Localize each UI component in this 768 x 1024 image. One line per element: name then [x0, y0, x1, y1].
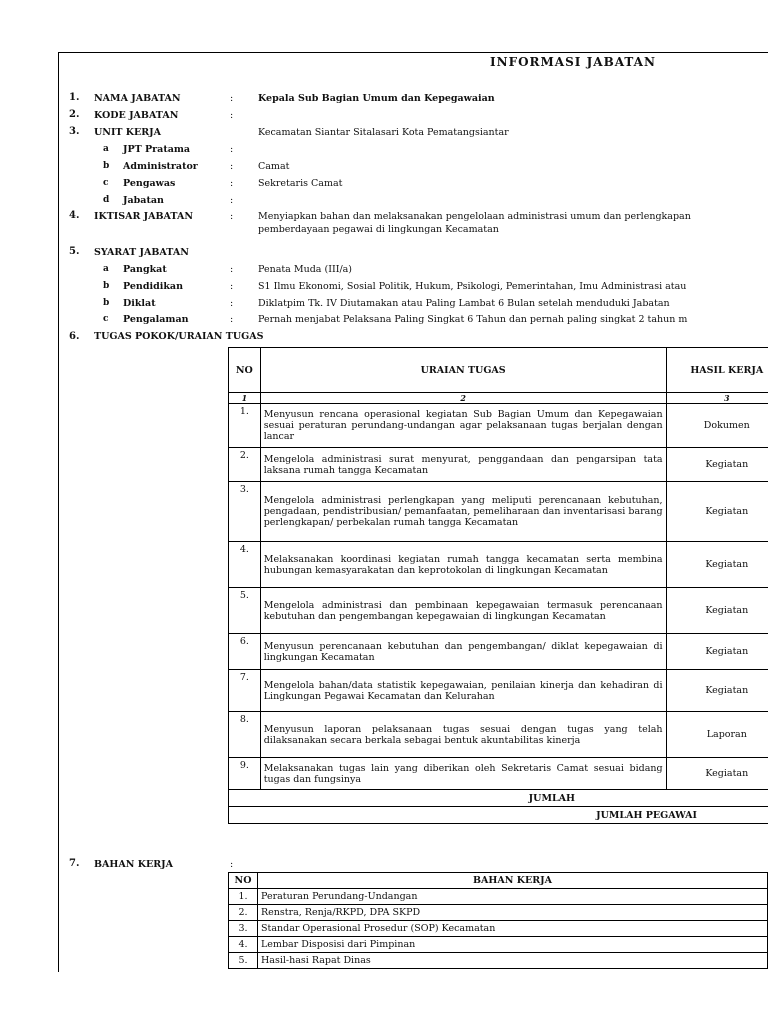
colon: :	[230, 161, 234, 172]
iktisar-jabatan-line1: Menyiapkan bahan dan melaksanakan pengelolaan administrasi umum dan perlengkapan	[258, 211, 691, 222]
row-bahan: Lembar Disposisi dari Pimpinan	[258, 937, 768, 953]
table-row	[229, 588, 768, 634]
frame-border-left	[58, 52, 59, 972]
table-row	[229, 758, 768, 790]
row-number: 2.	[229, 448, 261, 482]
colon: :	[230, 298, 234, 309]
pangkat-label: Pangkat	[123, 264, 167, 275]
colon: :	[230, 211, 234, 222]
tugas-pokok-label: TUGAS POKOK/URAIAN TUGAS	[94, 331, 264, 342]
diklat-value: Diklatpim Tk. IV Diutamakan atau Paling Lambat 6 Bulan setelah menduduki Jabatan	[258, 298, 670, 309]
row-number: 9.	[229, 758, 261, 790]
row-number: 5.	[229, 588, 261, 634]
pengalaman-value: Pernah menjabat Pelaksana Paling Singkat 6 Tahun dan pernah paling singkat 2 tahun m	[258, 314, 688, 325]
colon: :	[230, 281, 234, 292]
row-number: 3.	[229, 482, 261, 542]
row-hasil: Dokumen	[666, 404, 768, 448]
table-row	[229, 634, 768, 670]
field-number: 5.	[69, 246, 80, 257]
administrator-value: Camat	[258, 161, 290, 172]
colon: :	[230, 144, 234, 155]
row-hasil: Kegiatan	[666, 448, 768, 482]
field-number: 2.	[69, 109, 80, 120]
nama-jabatan-label: NAMA JABATAN	[94, 93, 181, 104]
row-number: 3.	[229, 921, 258, 937]
field-number: 6.	[69, 331, 80, 342]
unit-kerja-label: UNIT KERJA	[94, 127, 162, 138]
table-row	[229, 921, 768, 937]
table-row	[229, 905, 768, 921]
row-hasil: Kegiatan	[666, 670, 768, 712]
table-header-row	[229, 348, 768, 393]
colon: :	[230, 859, 234, 870]
frame-border-top	[58, 52, 768, 53]
header-hasil-kerja: HASIL KERJA	[666, 348, 768, 393]
row-uraian: Melaksanakan koordinasi kegiatan rumah tangga kecamatan serta membina hubungan kemasyarakatan dan keprotokolan di lingkungan Kecamatan	[260, 542, 666, 588]
row-number: 2.	[229, 905, 258, 921]
jabatan-label: Jabatan	[123, 195, 164, 206]
sub-letter: c	[103, 178, 109, 188]
table-row	[229, 889, 768, 905]
row-bahan: Renstra, Renja/RKPD, DPA SKPD	[258, 905, 768, 921]
iktisar-jabatan-line2: pemberdayaan pegawai di lingkungan Kecamatan	[258, 224, 499, 235]
pendidikan-value: S1 Ilmu Ekonomi, Sosial Politik, Hukum, Psikologi, Pemerintahan, Imu Administrasi atau	[258, 281, 687, 292]
table-row	[229, 953, 768, 969]
row-number: 6.	[229, 634, 261, 670]
row-uraian: Mengelola administrasi surat menyurat, penggandaan dan pengarsipan tata laksana rumah tangga Kecamatan	[260, 448, 666, 482]
row-number: 4.	[229, 937, 258, 953]
row-uraian: Menyusun rencana operasional kegiatan Sub Bagian Umum dan Kepegawaian sesuai peraturan perundang-undangan agar pelaksanaan tugas berjalan dengan lancar	[260, 404, 666, 448]
table-row	[229, 482, 768, 542]
colon: :	[230, 178, 234, 189]
row-number: 5.	[229, 953, 258, 969]
sub-letter: b	[103, 281, 110, 291]
index-cell: 1	[229, 393, 261, 404]
row-uraian: Menyusun perencanaan kebutuhan dan pengembangan/ diklat kepegawaian di lingkungan Kecamatan	[260, 634, 666, 670]
row-uraian: Mengelola administrasi perlengkapan yang meliputi perencanaan kebutuhan, pengadaan, pendistribusian/ pemanfaatan, pemeliharaan dan inventarisasi barang perlengkapan/ perbekalan rumah tangga Kecamatan	[260, 482, 666, 542]
pangkat-value: Penata Muda (III/a)	[258, 264, 353, 275]
pendidikan-label: Pendidikan	[123, 281, 183, 292]
row-hasil: Kegiatan	[666, 542, 768, 588]
row-hasil: Kegiatan	[666, 758, 768, 790]
row-uraian: Menyusun laporan pelaksanaan tugas sesuai dengan tugas yang telah dilaksanakan secara berkala sebagai bentuk akuntabilitas kinerja	[260, 712, 666, 758]
nama-jabatan-value: Kepala Sub Bagian Umum dan Kepegawaian	[258, 93, 495, 104]
table-row	[229, 404, 768, 448]
iktisar-jabatan-label: IKTISAR JABATAN	[94, 211, 193, 222]
sub-letter: a	[103, 264, 109, 274]
row-hasil: Laporan	[666, 712, 768, 758]
sub-letter: c	[103, 314, 109, 324]
row-uraian: Mengelola bahan/data statistik kepegawaian, penilaian kinerja dan kehadiran di Lingkungan Pegawai Kecamatan dan Kelurahan	[260, 670, 666, 712]
pengawas-value: Sekretaris Camat	[258, 178, 343, 189]
table-row	[229, 712, 768, 758]
kode-jabatan-label: KODE JABATAN	[94, 110, 179, 121]
diklat-label: Diklat	[123, 298, 156, 309]
colon: :	[230, 110, 234, 121]
row-hasil: Kegiatan	[666, 482, 768, 542]
document-title: INFORMASI JABATAN	[490, 55, 656, 69]
jumlah-pegawai-row	[229, 807, 768, 824]
row-bahan: Standar Operasional Prosedur (SOP) Kecamatan	[258, 921, 768, 937]
sub-letter: a	[103, 144, 109, 154]
field-number: 7.	[69, 858, 80, 869]
sub-letter: d	[103, 195, 110, 205]
colon: :	[230, 93, 234, 104]
tugas-table	[228, 347, 768, 824]
field-number: 4.	[69, 210, 80, 221]
table-header-row	[229, 873, 768, 889]
row-number: 1.	[229, 404, 261, 448]
colon: :	[230, 195, 234, 206]
table-row	[229, 448, 768, 482]
index-cell: 3	[666, 393, 768, 404]
row-bahan: Peraturan Perundang-Undangan	[258, 889, 768, 905]
jumlah-label: JUMLAH	[229, 790, 768, 807]
jumlah-row	[229, 790, 768, 807]
table-index-row	[229, 393, 768, 404]
table-row	[229, 937, 768, 953]
row-uraian: Mengelola administrasi dan pembinaan kepegawaian termasuk perencanaan kebutuhan dan pengembangan kepegawaian di lingkungan Kecamatan	[260, 588, 666, 634]
row-number: 1.	[229, 889, 258, 905]
header-no: NO	[229, 348, 261, 393]
jumlah-pegawai-label: JUMLAH PEGAWAI	[229, 807, 768, 824]
row-uraian: Melaksanakan tugas lain yang diberikan oleh Sekretaris Camat sesuai bidang tugas dan fungsinya	[260, 758, 666, 790]
header-uraian-tugas: URAIAN TUGAS	[260, 348, 666, 393]
index-cell: 2	[260, 393, 666, 404]
row-hasil: Kegiatan	[666, 634, 768, 670]
field-number: 1.	[69, 92, 80, 103]
header-no: NO	[229, 873, 258, 889]
sub-letter: b	[103, 161, 110, 171]
table-row	[229, 542, 768, 588]
row-hasil: Kegiatan	[666, 588, 768, 634]
jpt-pratama-label: JPT Pratama	[123, 144, 191, 155]
row-bahan: Hasil-hasi Rapat Dinas	[258, 953, 768, 969]
colon: :	[230, 314, 234, 325]
pengalaman-label: Pengalaman	[123, 314, 189, 325]
row-number: 4.	[229, 542, 261, 588]
syarat-jabatan-label: SYARAT JABATAN	[94, 247, 189, 258]
unit-kerja-value: Kecamatan Siantar Sitalasari Kota Pematangsiantar	[258, 127, 509, 138]
row-number: 8.	[229, 712, 261, 758]
administrator-label: Administrator	[123, 161, 198, 172]
row-number: 7.	[229, 670, 261, 712]
pengawas-label: Pengawas	[123, 178, 176, 189]
bahan-kerja-label: BAHAN KERJA	[94, 859, 173, 870]
table-row	[229, 670, 768, 712]
header-bahan-kerja: BAHAN KERJA	[258, 873, 768, 889]
field-number: 3.	[69, 126, 80, 137]
colon: :	[230, 264, 234, 275]
bahan-kerja-table	[228, 872, 768, 969]
sub-letter: b	[103, 298, 110, 308]
